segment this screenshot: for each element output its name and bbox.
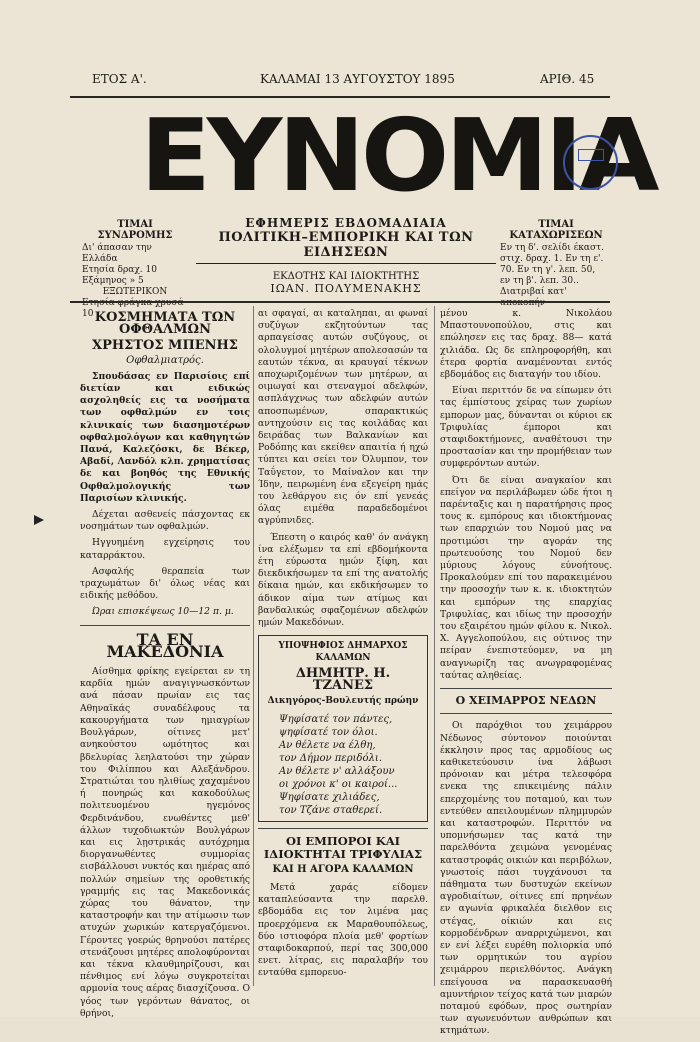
candidate-role: Δικηγόρος-Βουλευτής πρώην (267, 696, 419, 707)
advertising-line: Εν τη δ'. σελίδι έκαστ. (500, 243, 604, 253)
section-title: Ο ΧΕΙΜΑΡΡΟΣ ΝΕΔΩΝ (455, 694, 597, 708)
advertising-line: εν τη β'. λεπ. 30.. (500, 276, 579, 286)
section-title: ΤΑ ΕΝ ΜΑΚΕΔΟΝΙΑ (80, 625, 250, 658)
section-rule (440, 688, 612, 689)
paragraph: Μετά χαράς είδομεν καταπλεύσαντα την παρελθ. εβδομάδα εις τον λιμένα μας προερχόμενα εκ Μαραθουπόλεως, δύο ιστιοφόρα πλοία μεθ' φορτίων σταφιδοκαρπού, περί τας 300,000 ενετ. λίτρας, εις παραλαβήν του ενταύθα εμπορευο- (258, 881, 428, 979)
margin-arrow-icon (34, 515, 44, 525)
section-rule (440, 713, 612, 714)
advertising-box (500, 219, 612, 309)
publisher-name: ΙΩΑΝ. ΠΟΛΥΜΕΝΑΚΗΣ (270, 282, 422, 295)
paragraph: Ότι δε είναι αναγκαίον και επείγον να περιλάβωμεν ώδε ήτοι η παρένταξις και η παρατήρησις προς τους κ. εμπόρους και ιδιοκτήμονας των επαρχιών του Νομού μας να προτιμώσι την αγοράν της πρωτευούσης του Νομού δεν μύριους λόγους εύνοήτους. Προκαλούμεν επί του παρακειμένου την προσοχήν των κ. κ. ιδιοκτητών και εμπόρων της επαρχίας Τριφυλίας, και ιδίως την προσοχήν του εξαιρέτου ημών φίλου κ. Νικολ. Χ. Αγγελοπούλου, εις ούτινος την πείραν ένεπιστεύομεν, να μη αναγνωρίζη τας ανωγραφομένας ταύτας αληθείας. (440, 474, 612, 681)
paragraph: αι σφαγαί, αι καταληπαι, αι φωναί συζύγων εκζητούντων τας αρπαγείσας αυτών συζύγους, οι ολολυγμοί μητέρων απολεσασών τα εαυτών τέκνα, αι κραυγαί τέκνων αποχωριζομένων των μητέρων, αι οιμωγαί και στεναγμοί αδελφών, ασπλάγχνως των αδελφών αυτών αποσπωμένων, σπαρακτικώς αντηχούσιν εις τας κοιλάδας και δειράδας των Βαλκανίων και Ροδόπης και εκείθεν απαιτία ή ηχώ τύπτει και σείει τον Όλυμπον, τον Ταΰγετον, το Μαίναλον και την Ίδην, πειρωμένη ένα εξεγείρη ημάς του λεθάργου εις όν επί γενεάς όλας ειμέθα παραδεδομένοι αγρύπνιδες. (258, 308, 428, 527)
doctor-specialty: Οφθαλμιατρός. (126, 354, 204, 366)
issue-number: ΑΡΙΘ. 45 (540, 72, 595, 86)
paragraph: Ώραι επισκέψεως 10—12 π. μ. (92, 606, 234, 618)
column-3 (440, 308, 612, 1042)
dateline: ΚΑΛΑΜΑΙ 13 ΑΥΓΟΥΣΤΟΥ 1895 (260, 72, 455, 86)
paragraph: μένου κ. Νικολάου Μπαστουνοπούλου, στις και επώλησεν εις τας δραχ. 88— κατά χιλιάδα. Ως δε επληροφορήθη, και έτερα φορτία αναμένονται εντός εβδομάδος εις διαταγήν του ιδίου. (440, 308, 612, 381)
column-divider (253, 306, 254, 986)
poem-line: τον Τζάνε σταθερεί. (279, 805, 383, 817)
paragraph: Είναι περιττόν δε να είπωμεν ότι τας έμπίστους χείρας των χωρίων εμπορων μας, δύνανται οι κύριοι εκ Τριφυλίας έμποροι και σταφιδοκτήμονες, αναθέτουσι την προστασίαν και την προμήθειαν των συμφερόντων αυτών. (440, 385, 612, 470)
header-rule (70, 301, 610, 303)
doctor-name: ΧΡΗΣΤΟΣ ΜΠΕΝΗΣ (92, 338, 238, 354)
subscription-line: Δι' άπασαν την Ελλάδα (82, 243, 152, 264)
advertising-line: 70. Εν τη γ'. λεπ. 50, (500, 265, 596, 275)
publication-info (196, 216, 496, 295)
subscription-heading: ΤΙΜΑΙ ΣΥΝΔΡΟΜΗΣ (97, 219, 173, 241)
advertising-line: στιχ. δραχ. 1. Εν τη ε'. (500, 254, 604, 264)
paragraph: Δέχεται ασθενείς πάσχοντας εκ νοσημάτων των οφθαλμών. (80, 509, 250, 533)
newspaper-title: ΕΥΝΟΜΙΑ (140, 97, 656, 214)
paragraph: Οι παρόχθιοι του χειμάρρου Νέδωνος σύντονον ποιούνται έκκλησιν προς τας αρμοδίους ως καθικετεύουσιν ίνα λάβωσι πρόνοιαν και μέτρα τελεσφόρα ενεκα της επικειμένης πάλιν επερχομένης του ποταμού, και των εντεύθεν απειλουμένων πλημμυρών και καταστροφών. Περιττόν να υπομνήσωμεν τας κατά την παρελθόντα χειμώνα γενομένας καταστροφάς οικιών και περιβόλων, γνωστοίς πάσι τυγχάνουσι τα πάθηματα των δυστυχών εκείνων αγροδιαίτων, οίτινες επί πρηνέων εν αγωνία φρικαλέα διελθον εις στέγας, οίκιών και εις κορμοδένδρων αναρριχώμενοι, και εν ενί λέξει ευρέθη πολιορκία υπό των ορμητικών του αγρίου χειμάρρου περιελθόντος. Ανάγκη επείγουσα να παρασκευασθή αμυντήριον τείχος κατά των μιαρών ποταμού εφόδων, προς σωτηρίαν των αγωνευόντων ανθρώπων και κτημάτων. (440, 720, 612, 1037)
candidate-name: ΔΗΜΗΤΡ. Η. ΤΖΑΝΕΣ (295, 665, 391, 693)
subscription-line: Ετησία φράγκα χρυσά 10 (82, 298, 184, 319)
pub-line-1: ΕΦΗΜΕΡΙΣ ΕΒΔΟΜΑΔΙΑΙΑ (245, 216, 447, 230)
section-title: ΚΟΣΜΗΜΑΤΑ ΤΩΝ ΟΦΘΑΛΜΩΝ (94, 310, 236, 338)
section-rule (258, 828, 428, 829)
subscription-line: ΕΞΩΤΕΡΙΚΟΝ (102, 287, 168, 297)
masthead (70, 72, 610, 94)
year-label: ΕΤΟΣ Α'. (92, 72, 147, 86)
poem-line: Ψηφίσατέ τον πάντες, (279, 714, 393, 726)
subscription-line: Εξάμηνος » 5 (82, 276, 144, 286)
subscription-line: Ετησία δραχ. 10 (82, 265, 157, 275)
poem-line: Αν θέλετε να έλθη, (279, 740, 376, 752)
pub-line-2: ΠΟΛΙΤΙΚΗ–ΕΜΠΟΡΙΚΗ ΚΑΙ ΤΩΝ ΕΙΔΗΣΕΩΝ (196, 230, 496, 264)
poem-line: οι χρόνοι κ' οι καιροί... (279, 779, 398, 791)
paragraph: Σπουδάσας εν Παρισίοις επί διετίαν και ειδικώς ασχοληθείς εις τα νοσήματα των οφθαλμών εν τοις κλινικαίς των διασημοτέρων οφθαλμολόγων και καθηγητών Πανά, Καλεζόσκι, δε Βέκερ, Αβαδί, Λανδόλ κλπ. χρηματίσας δε και βοηθός της Εθνικής Οφθαλμολογικής των Παρισίων κλινικής. (80, 370, 250, 504)
column-divider (434, 306, 435, 986)
advertising-line: Διατριβαί κατ' αποκοπήν (500, 287, 567, 308)
column-1 (80, 308, 250, 1024)
section-subtitle: ΚΑΙ Η ΑΓΟΡΑ ΚΑΛΑΜΩΝ (272, 863, 414, 875)
book-icon (578, 149, 604, 161)
pub-line-3: ΕΚΔΟΤΗΣ ΚΑΙ ΙΔΙΟΚΤΗΤΗΣ (272, 271, 420, 282)
library-stamp (563, 135, 618, 190)
column-2 (258, 308, 428, 984)
candidate-box (258, 635, 428, 822)
poem-line: Αν θέλετε ν' αλλάξουν (279, 766, 395, 778)
paragraph: Έπεστη ο καιρός καθ' όν ανάγκη ίνα ελέξωμεν τα επί εβδομήκοντα έτη εύρωστα ημών ξίφη, και διεκδικήσωμεν τα επί της ανατολής δίκαια ημών, και εκδικήσωμεν το άδικον αίμα των ατίμως και βανδαλικώς σφαζομένων αδελφών ημών Μακεδόνων. (258, 531, 428, 629)
subscription-box (82, 219, 188, 320)
section-title: ΟΙ ΕΜΠΟΡΟΙ ΚΑΙ ΙΔΙΟΚΤΗΤΑΙ ΤΡΙΦΥΛΙΑΣ (263, 834, 423, 861)
paragraph: Ασφαλής θεραπεία των τραχωμάτων δι' όλως νέας και ειδικής μεθόδου. (80, 565, 250, 602)
paragraph: Ηγγυημένη εγχείρησις του καταρράκτου. (80, 537, 250, 561)
advertising-heading: ΤΙΜΑΙ ΚΑΤΑΧΩΡΙΣΕΩΝ (509, 219, 603, 241)
candidate-heading: ΥΠΟΨΗΦΙΟΣ ΔΗΜΑΡΧΟΣ ΚΑΛΑΜΩΝ (278, 641, 408, 664)
poem-line: Ψηφίσατε χιλιάδες, (279, 792, 380, 804)
poem-line: ψηφίσατέ τον όλοι. (279, 727, 378, 739)
paragraph: Αίσθημα φρίκης εγείρεται εν τη καρδία ημών αναγιγνωσκόντων ανά πάσαν πρωίαν εις τας Αθηναϊκάς συναδέλφους τα κακουργήματα των ημιαγρίων Βουλγάρων, οίτινες μετ' ανηκούστου ωμότητος και βδελυρίας λεηλατούσι την χώραν του Φιλίππου και Αλεξάνδρου. Στρατιώται του ηλιθίως χαχαμένου ή πονηρώς και κακοδούλως πολιτευομένου ηγεμόνος Φερδινάνδου, ενωθέντες μεθ' άλλων τυχοδιωκτών Βουλγάρων και εις λῃστρικάς αυτόχρημα διοργανωθέντες συμμορίας εισβάλλουσι νυκτός και ημέρας από πολλών σημείων της οροθετικής γραμμής εις τας Μακεδονικάς χώρας του θάνατον, την καταστροφήν και την ατίμωσιν των ατυχών χωρικών κατεργαζόμενοι. Γέροντες γοερώς θρηνούσι πατέρες στενάζουσι μητέρες απολοφύρονται και τέκνα κλαυθμηρίζουσι, και πένθιμος ενί λόγω συγκροτείται αρμονία τους αέρας διασχίζουσα. Ο γόος των γερόντων θάνατος, οι θρήνοι, (80, 666, 250, 1019)
campaign-poem (265, 713, 421, 817)
poem-line: τον Δήμον περιδόλι. (279, 753, 383, 765)
